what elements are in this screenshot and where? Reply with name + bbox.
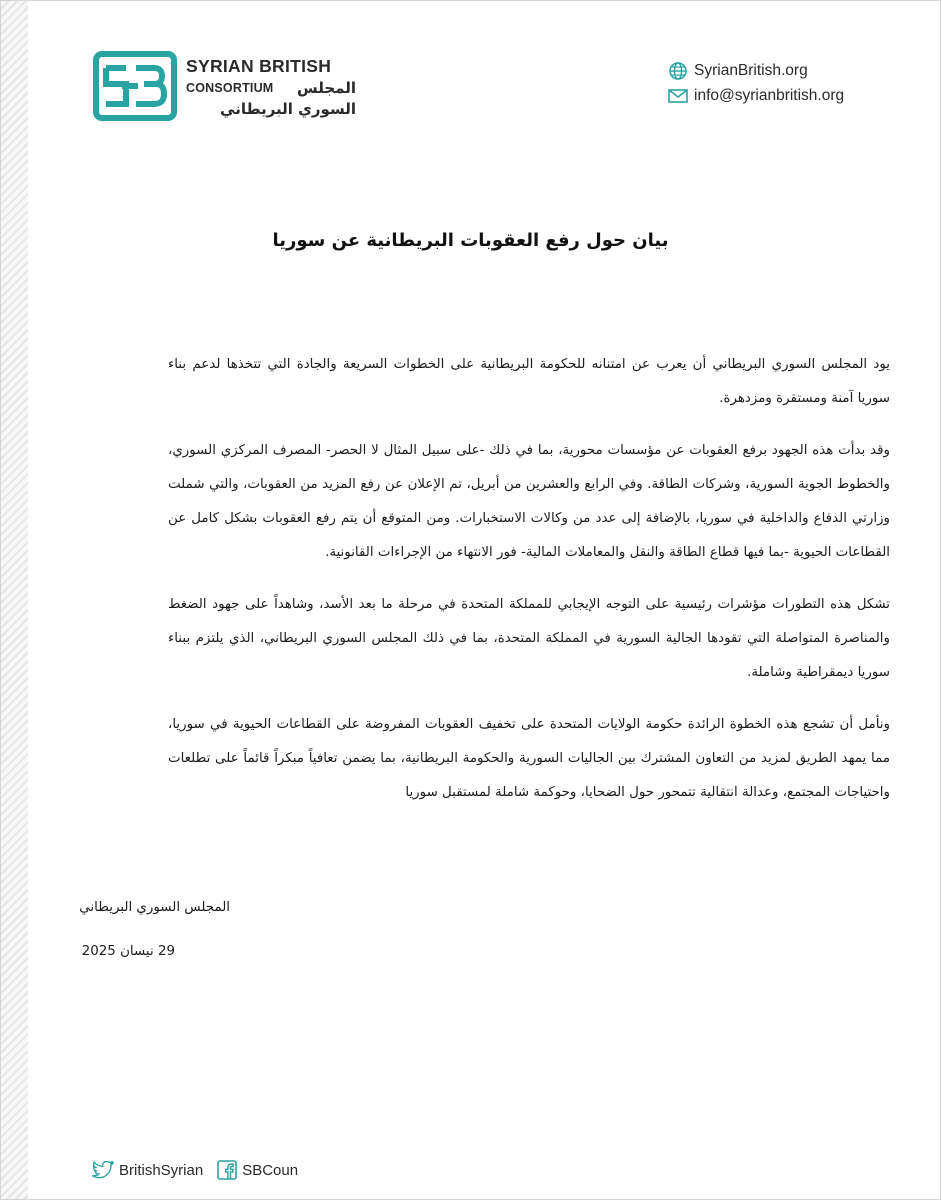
twitter-handle[interactable] xyxy=(92,1161,203,1179)
brand-name-arabic-line2: السوري البريطاني xyxy=(220,100,356,118)
brand-name xyxy=(186,56,356,119)
email-row[interactable] xyxy=(668,85,844,107)
globe-icon xyxy=(668,61,688,81)
paragraph-4: ونأمل أن تشجع هذه الخطوة الرائدة حكومة الولايات المتحدة على تخفيف العقوبات المفروضة على القطاعات الحيوية في سوريا، مما يمهد الطريق لمزيد من التعاون المشترك بين الجاليات السورية والحكومة البريطانية، بما يضمن تعافياً مبكراً قائماً على تطلعات واحتياجات المجتمع، وعدالة انتقالية تتمحور حول الضحايا، وحوكمة شاملة لمستقبل سوريا xyxy=(168,717,890,800)
facebook-handle-text[interactable]: SBCoun xyxy=(242,1161,299,1179)
brand-consortium-english: CONSORTIUM xyxy=(186,81,274,95)
email-link[interactable]: info@syrianbritish.org xyxy=(694,87,845,104)
signature-name: المجلس السوري البريطاني xyxy=(79,900,230,915)
statement-body xyxy=(168,348,890,810)
footer-social xyxy=(92,1160,312,1180)
facebook-handle[interactable] xyxy=(217,1160,298,1180)
document-title: بيان حول رفع العقوبات البريطانية عن سوريا xyxy=(272,230,669,251)
twitter-handle-text[interactable]: BritishSyrian xyxy=(119,1161,204,1179)
website-link[interactable]: SyrianBritish.org xyxy=(694,62,808,79)
sbc-logo-icon xyxy=(92,50,178,122)
brand-name-english: SYRIAN BRITISH xyxy=(186,56,332,76)
twitter-icon xyxy=(92,1161,114,1179)
website-row[interactable] xyxy=(668,60,844,82)
facebook-icon xyxy=(217,1160,237,1180)
signature-date: 29 نيسان 2025 xyxy=(81,944,175,959)
paragraph-3: تشكل هذه التطورات مؤشرات رئيسية على التوجه الإيجابي للمملكة المتحدة في مرحلة ما بعد الأسد، وشاهداً على جهود الضغط والمناصرة المتواصلة التي تقودها الجالية السورية في المملكة المتحدة، بما في ذلك المجلس السوري البريطاني، الذي يلتزم ببناء سوريا ديمقراطية وشاملة. xyxy=(168,597,890,680)
contact-info xyxy=(668,60,844,110)
brand-name-arabic-line1: المجلس xyxy=(297,79,356,97)
envelope-icon xyxy=(668,88,688,104)
paragraph-2: وقد بدأت هذه الجهود برفع العقوبات عن مؤسسات محورية، بما في ذلك -على سبيل المثال لا الحصر- المصرف المركزي السوري، والخطوط الجوية السورية، وشركات الطاقة. وفي الرابع والعشرين من أبريل، تم الإعلان عن رفع المزيد من العقوبات، والتي شملت وزارتي الدفاع والداخلية في سوريا، بالإضافة إلى عدد من وكالات الاستخبارات. ومن المتوقع أن يتم رفع العقوبات بشكل كامل عن القطاعات الحيوية -بما فيها قطاع الطاقة والنقل والمعاملات المالية- فور الانتهاء من الإجراءات القانونية. xyxy=(168,443,890,560)
paragraph-1: يود المجلس السوري البريطاني أن يعرب عن امتنانه للحكومة البريطانية على الخطوات السريعة والجادة التي تتخذها لدعم بناء سوريا آمنة ومستقرة ومزدهرة. xyxy=(168,357,890,406)
